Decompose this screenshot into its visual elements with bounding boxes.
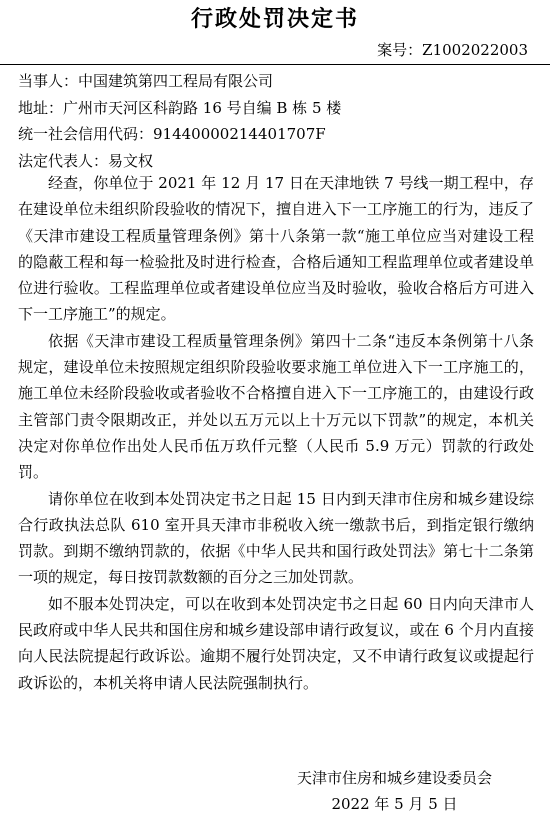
legal-representative: 法定代表人：易文权 xyxy=(18,151,154,170)
case-number: 案号：Z1002022003 xyxy=(377,41,528,59)
signature-block xyxy=(297,765,492,817)
document-title: 行政处罚决定书 xyxy=(190,6,359,32)
credit-code: 统一社会信用代码：91440000214401707F xyxy=(18,125,326,143)
party-address: 地址：广州市天河区科韵路 16 号自编 B 栋 5 楼 xyxy=(18,98,342,117)
paragraph-payment: 请你单位在收到本处罚决定书之日起 15 日内到天津市住房和城乡建设综合行政执法总队 610 室开具天津市非税收入统一缴款书后，到指定银行缴纳罚款。到期不缴纳罚款的，依据《中华人民共和国行政处罚法》第七十二条第一项的规定，每日按罚款数额的百分之三加处罚款。 xyxy=(18,489,534,587)
paragraph-appeal: 如不服本处罚决定，可以在收到本处罚决定书之日起 60 日内向天津市人民政府或中华人民共和国住房和城乡建设部申请行政复议，或在 6 个月内直接向人民法院提起行政诉讼。逾期不履行处罚决定，又不申请行政复议或提起行政诉讼的，本机关将申请人民法院强制执行。 xyxy=(18,594,534,692)
paragraph-findings: 经查，你单位于 2021 年 12 月 17 日在天津地铁 7 号线一期工程中，存在建设单位未组织阶段验收的情况下，擅自进入下一工序施工的行为，违反了《天津市建设工程质量管理条例》第十八条第一款“施工单位应当对建设工程的隐蔽工程和每一检验批及时进行检查，合格后通知工程监理单位或者建设单位进行验收。工程监理单位或者建设单位应当及时验收，验收合格后方可进入下一工序施工”的规定。 xyxy=(18,174,534,324)
header-divider xyxy=(0,64,550,65)
party-info xyxy=(18,68,538,174)
party-name: 当事人：中国建筑第四工程局有限公司 xyxy=(18,72,274,90)
paragraph-legal-basis: 依据《天津市建设工程质量管理条例》第四十二条“违反本条例第十八条规定，建设单位未按照规定组织阶段验收要求施工单位进入下一工序施工的，施工单位未经阶段验收或者验收不合格擅自进入下一工序施工的，由建设行政主管部门责令限期改正，并处以五万元以上十万元以下罚款”的规定，本机关决定对你单位作出处人民币伍万玖仟元整（人民币 5.9 万元）罚款的行政处罚。 xyxy=(18,331,534,482)
issuing-authority: 天津市住房和城乡建设委员会 xyxy=(296,769,492,787)
issue-date: 2022 年 5 月 5 日 xyxy=(331,795,458,813)
document-body xyxy=(18,170,534,696)
